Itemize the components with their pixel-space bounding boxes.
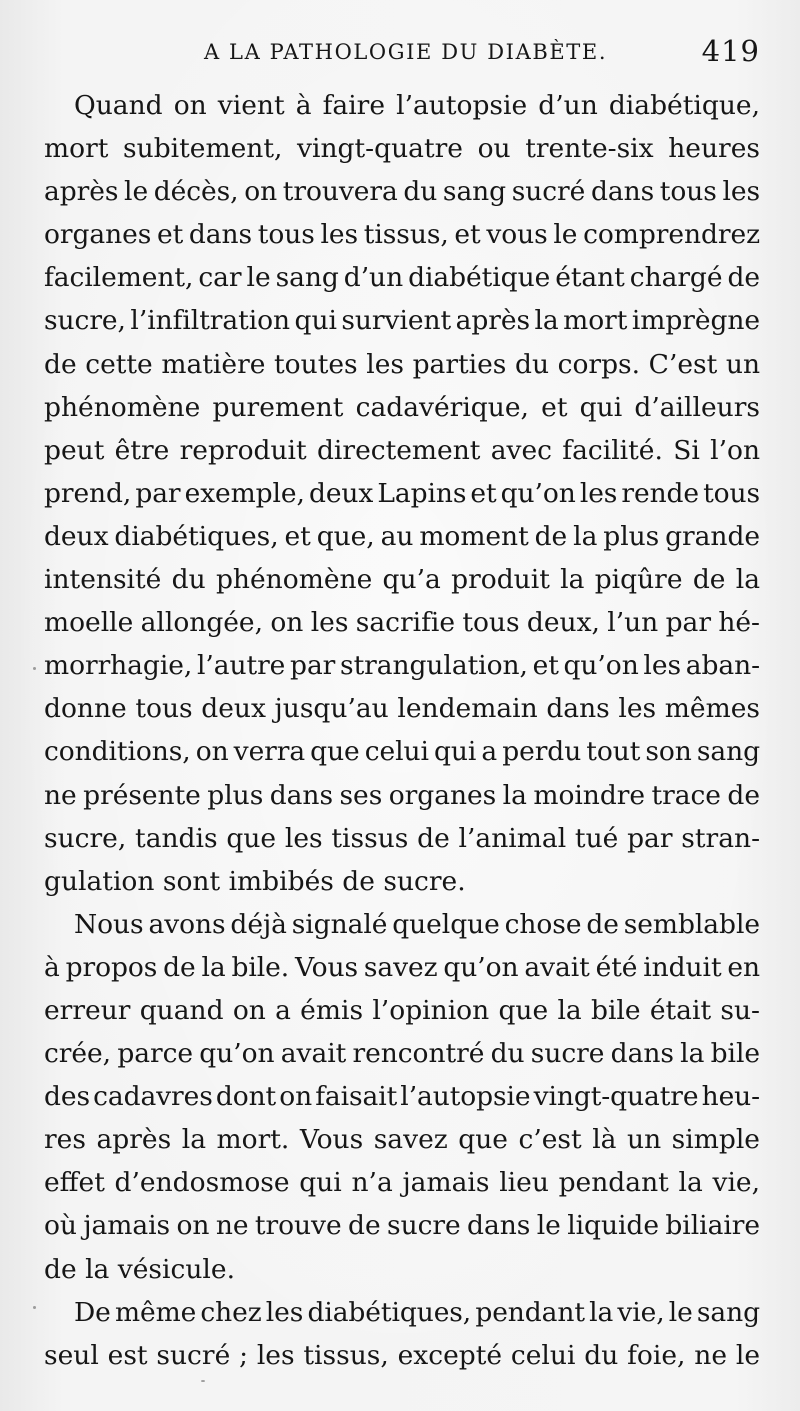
text-line: crée, parce qu’on avait rencontré du sucre dans la bile	[44, 1038, 760, 1070]
text-line: phénomène purement cadavérique, et qui d’ailleurs	[44, 391, 760, 423]
text-line: conditions, on verra que celui qui a perdu tout son sang	[44, 736, 760, 768]
text-line: Nous avons déjà signalé quelque chose de semblable	[74, 908, 760, 940]
paper-speck	[33, 1306, 36, 1309]
text-line: sucre, tandis que les tissus de l’animal tué par stran-	[44, 822, 760, 854]
text-line: facilement, car le sang d’un diabétique étant chargé de	[44, 262, 760, 294]
body-text	[44, 84, 760, 1377]
paper-speck	[201, 1380, 205, 1382]
paragraph-3	[44, 1291, 760, 1377]
text-line: gulation sont imbibés de sucre.	[44, 865, 466, 897]
page-number: 419	[701, 34, 760, 68]
text-line: prend, par exemple, deux Lapins et qu’on les rende tous	[44, 477, 760, 509]
text-line: De même chez les diabétiques, pendant la vie, le sang	[74, 1296, 760, 1328]
paper-speck	[33, 667, 36, 670]
running-head	[44, 34, 760, 68]
text-line: des cadavres dont on faisait l’autopsie vingt-quatre heu-	[44, 1081, 760, 1113]
text-line: intensité du phénomène qu’a produit la piqûre de la	[44, 564, 760, 596]
text-line: effet d’endosmose qui n’a jamais lieu pendant la vie,	[44, 1167, 760, 1199]
text-line: res après la mort. Vous savez que c’est là un simple	[44, 1124, 760, 1156]
text-line: erreur quand on a émis l’opinion que la bile était su-	[44, 994, 760, 1026]
paragraph-1	[44, 84, 760, 903]
text-line: seul est sucré ; les tissus, excepté celui du foie, ne le	[44, 1339, 760, 1371]
text-line: sucre, l’infiltration qui survient après la mort imprègne	[44, 305, 760, 337]
text-line: organes et dans tous les tissus, et vous le comprendrez	[44, 219, 760, 251]
running-title: A LA PATHOLOGIE DU DIABÈTE.	[204, 40, 608, 64]
text-line: donne tous deux jusqu’au lendemain dans les mêmes	[44, 693, 760, 725]
text-line: où jamais on ne trouve de sucre dans le liquide biliaire	[44, 1210, 760, 1242]
text-line: peut être reproduit directement avec facilité. Si l’on	[44, 434, 760, 466]
text-line: morrhagie, l’autre par strangulation, et qu’on les aban-	[44, 650, 760, 682]
text-line: Quand on vient à faire l’autopsie d’un diabétique,	[74, 90, 760, 121]
text-line: mort subitement, vingt-quatre ou trente-six heures	[44, 133, 760, 165]
text-line: deux diabétiques, et que, au moment de la plus grande	[44, 520, 760, 552]
text-line: à propos de la bile. Vous savez qu’on avait été induit en	[44, 951, 760, 983]
text-line: de cette matière toutes les parties du corps. C’est un	[44, 348, 760, 380]
text-line: ne présente plus dans ses organes la moindre trace de	[44, 779, 760, 811]
text-line: de la vésicule.	[44, 1253, 235, 1285]
text-line: moelle allongée, on les sacrifie tous deux, l’un par hé-	[44, 607, 760, 639]
paragraph-2	[44, 903, 760, 1291]
text-line: après le décès, on trouvera du sang sucré dans tous les	[44, 176, 760, 208]
